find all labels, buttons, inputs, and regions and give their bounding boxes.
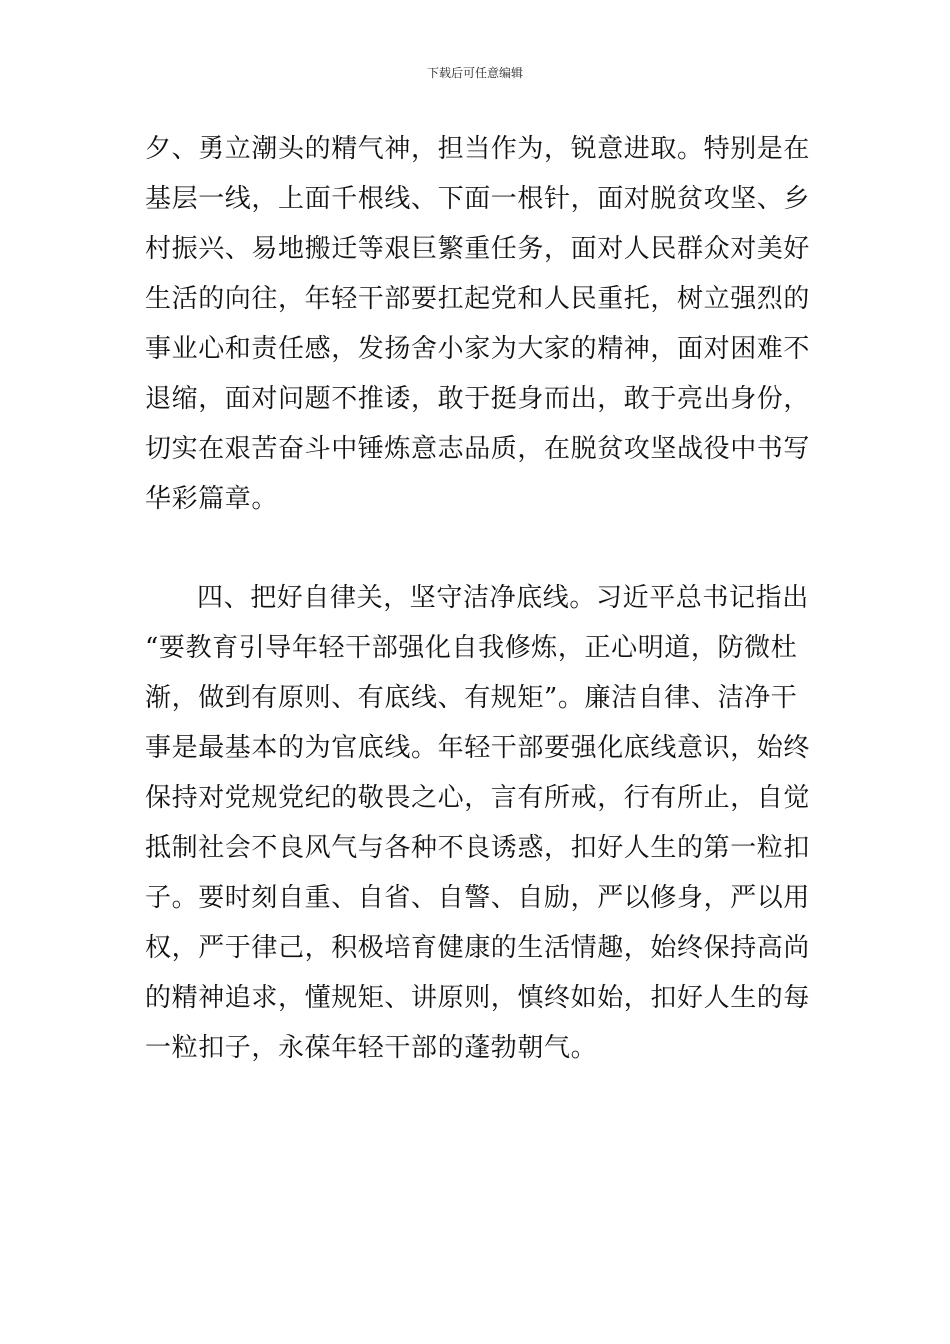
paragraph-2-line: 四、把好自律关，坚守洁净底线。习近平总书记指出 <box>197 583 809 613</box>
paragraph-2-line: 子。要时刻自重、自省、自警、自励，严以修身，严以用 <box>145 883 811 913</box>
paragraph-2-line: 的精神追求，懂规矩、讲原则，慎终如始，扣好人生的每 <box>145 983 811 1013</box>
paragraph-2-line: 抵制社会不良风气与各种不良诱惑，扣好人生的第一粒扣 <box>145 833 811 863</box>
page-header-note: 下载后可任意编辑 <box>426 66 523 80</box>
paragraph-2-line: 事是最基本的为官底线。年轻干部要强化底线意识，始终 <box>145 733 811 763</box>
paragraph-2-line: 一粒扣子，永葆年轻干部的蓬勃朝气。 <box>145 1033 598 1063</box>
paragraph-2-line: 渐，做到有原则、有底线、有规矩”。廉洁自律、洁净干 <box>145 683 798 713</box>
paragraph-1-line: 基层一线，上面千根线、下面一根针，面对脱贫攻坚、乡 <box>145 184 811 214</box>
paragraph-1-line: 生活的向往，年轻干部要扛起党和人民重托，树立强烈的 <box>145 284 811 314</box>
paragraph-1-line: 夕、勇立潮头的精气神，担当作为，锐意进取。特别是在 <box>145 134 811 164</box>
paragraph-2-line: 权，严于律己，积极培育健康的生活情趣，始终保持高尚 <box>145 933 811 963</box>
paragraph-1-line: 事业心和责任感，发扬舍小家为大家的精神，面对困难不 <box>145 334 811 364</box>
paragraph-2-line: 保持对党规党纪的敬畏之心，言有所戒，行有所止，自觉 <box>145 783 811 813</box>
paragraph-1-line: 华彩篇章。 <box>145 484 279 514</box>
paragraph-1-line: 切实在艰苦奋斗中锤炼意志品质，在脱贫攻坚战役中书写 <box>145 434 811 464</box>
paragraph-1-line: 村振兴、易地搬迁等艰巨繁重任务，面对人民群众对美好 <box>145 234 811 264</box>
paragraph-2-line: “要教育引导年轻干部强化自我修炼，正心明道，防微杜 <box>145 633 798 663</box>
paragraph-1-line: 退缩，面对问题不推诿，敢于挺身而出，敢于亮出身份， <box>145 384 811 414</box>
